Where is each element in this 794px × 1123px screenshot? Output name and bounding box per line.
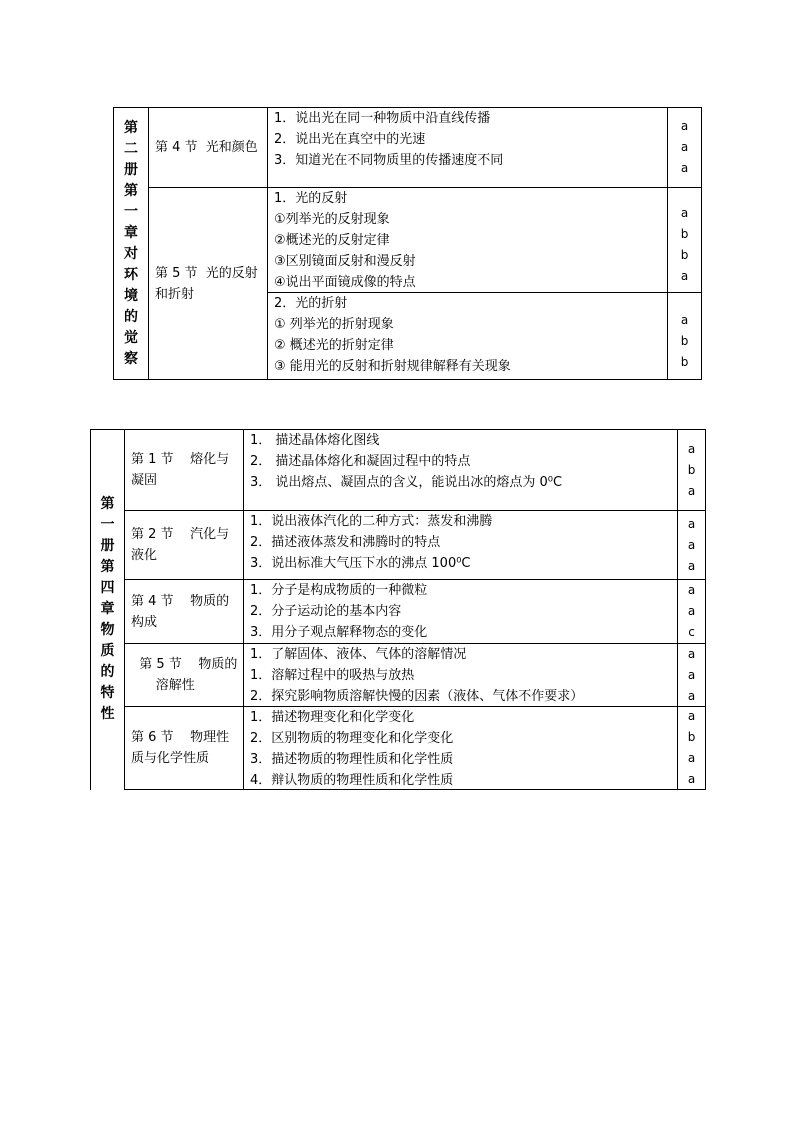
objective-item: 1．溶解过程中的吸热与放热 <box>250 668 415 683</box>
objectives-cell <box>268 293 667 379</box>
section-title-text: 第 1 节 熔化与凝固 <box>131 452 230 488</box>
objective-item: 1．说出光在同一种物质中沿直线传播 <box>274 111 491 126</box>
objectives-cell <box>244 430 677 510</box>
objectives-cell <box>244 707 677 789</box>
level-mark: a <box>687 558 696 573</box>
section-title-text: 第 2 节 汽化与液化 <box>131 527 230 563</box>
table-border <box>113 379 702 380</box>
level-mark: a <box>687 709 696 723</box>
objective-item: 1．说出液体汽化的二种方式：蒸发和沸腾 <box>250 514 493 529</box>
level-mark: a <box>680 161 689 175</box>
objective-item: 2． 描述晶体熔化和凝固过程中的特点 <box>250 454 471 469</box>
level-mark: a <box>687 667 696 682</box>
chapter-char: 第 <box>100 559 115 575</box>
objective-item: ②概述光的反射定律 <box>274 233 390 248</box>
section-title <box>149 188 267 379</box>
objective-item: 1． 描述晶体熔化图线 <box>250 433 380 448</box>
objective-item: ③区别镜面反射和漫反射 <box>274 254 416 269</box>
objective-item: 1．光的反射 <box>274 191 348 206</box>
levels-cell <box>678 430 705 510</box>
objective-item: 3．描述物质的物理性质和化学性质 <box>250 752 454 767</box>
section-title <box>125 707 243 789</box>
levels-cell <box>668 108 701 187</box>
chapter-char: 特 <box>100 685 115 701</box>
level-mark: c <box>688 625 695 639</box>
level-mark: b <box>680 333 689 348</box>
objective-item: ② 概述光的折射定律 <box>274 338 394 353</box>
chapter-char: 册 <box>100 538 115 554</box>
level-mark: a <box>687 537 696 552</box>
levels-cell <box>668 198 701 292</box>
level-mark: b <box>680 248 689 262</box>
section-title <box>125 430 243 510</box>
objective-item: 2．探究影响物质溶解快慢的因素（液体、气体不作要求） <box>250 689 584 704</box>
objective-item: 1．了解固体、液体、气体的溶解情况 <box>250 647 467 662</box>
levels-cell <box>678 511 705 579</box>
chapter-char: 性 <box>100 706 115 722</box>
section-title <box>125 644 243 706</box>
chapter-char: 境 <box>124 287 138 304</box>
chapter-char: 四 <box>100 580 115 596</box>
objective-item: 2．区别物质的物理变化和化学变化 <box>250 731 454 746</box>
objective-item: 3．知道光在不同物质里的传播速度不同 <box>274 153 504 168</box>
chapter-char: 对 <box>124 245 138 262</box>
chapter-char: 觉 <box>124 329 138 346</box>
level-mark: a <box>680 269 689 283</box>
chapter-char: 环 <box>124 266 138 283</box>
objective-item: 2．描述液体蒸发和沸腾时的特点 <box>250 535 441 550</box>
level-mark: b <box>680 227 689 241</box>
section-title <box>149 108 267 187</box>
table-border <box>705 429 706 790</box>
objective-item: ①列举光的反射现象 <box>274 212 390 227</box>
objective-item: 2．说出光在真空中的光速 <box>274 132 426 147</box>
objective-item: 2．分子运动论的基本内容 <box>250 604 402 619</box>
table-border <box>701 107 702 380</box>
level-mark: a <box>680 312 689 327</box>
objectives-cell <box>244 580 677 643</box>
chapter-char: 一 <box>124 203 138 220</box>
chapter-char: 第 <box>124 182 138 199</box>
levels-cell <box>678 644 705 706</box>
level-mark: a <box>680 140 689 154</box>
chapter-char: 察 <box>124 350 138 367</box>
objective-item: 2．光的折射 <box>274 296 348 311</box>
objective-item: ④说出平面镜成像的特点 <box>274 275 416 290</box>
chapter-char: 的 <box>100 664 115 680</box>
section-title <box>125 580 243 643</box>
objective-item: ③ 能用光的反射和折射规律解释有关现象 <box>274 359 511 374</box>
level-mark: a <box>687 751 696 765</box>
objective-item: 3． 说出熔点、凝固点的含义，能说出冰的熔点为 0⁰C <box>250 475 563 490</box>
objective-item: 3．说出标准大气压下水的沸点 100⁰C <box>250 556 471 571</box>
levels-cell <box>678 707 705 789</box>
chapter-char: 的 <box>124 308 138 325</box>
chapter-char: 物 <box>100 622 115 638</box>
chapter-char: 章 <box>100 601 115 617</box>
chapter-title <box>91 430 124 789</box>
objectives-cell <box>268 108 667 187</box>
level-mark: a <box>687 646 696 661</box>
section-title-text: 第 4 节 光和颜色 <box>155 140 258 155</box>
level-mark: a <box>687 772 696 786</box>
objectives-cell <box>244 644 677 706</box>
level-mark: a <box>687 441 696 456</box>
chapter-char: 第 <box>124 119 138 136</box>
level-mark: b <box>680 354 689 369</box>
section-title-text: 第 6 节 物理性质与化学性质 <box>131 730 230 766</box>
levels-cell <box>668 303 701 379</box>
chapter-char: 质 <box>100 643 115 659</box>
level-mark: a <box>680 206 689 220</box>
objective-item: ① 列举光的折射现象 <box>274 317 394 332</box>
level-mark: a <box>687 688 696 703</box>
section-title-text: 第 5 节 物质的 溶解性 <box>139 657 238 693</box>
section-title-text: 第 5 节 光的反射和折射 <box>155 265 258 302</box>
objectives-cell <box>244 511 677 579</box>
chapter-char: 第 <box>100 496 115 512</box>
section-title <box>125 511 243 579</box>
section-title-text: 第 4 节 物质的构成 <box>131 593 230 630</box>
chapter-char: 二 <box>124 140 138 157</box>
chapter-char: 册 <box>124 161 138 178</box>
objective-item: 1．分子是构成物质的一种微粒 <box>250 583 428 598</box>
level-mark: a <box>680 119 689 133</box>
chapter-char: 一 <box>100 517 115 533</box>
chapter-char: 章 <box>124 224 138 241</box>
level-mark: a <box>687 604 696 618</box>
objective-item: 4．辩认物质的物理性质和化学性质 <box>250 773 454 788</box>
level-mark: a <box>687 483 696 498</box>
table-border <box>124 789 706 790</box>
levels-cell <box>678 580 705 643</box>
level-mark: a <box>687 583 696 597</box>
level-mark: b <box>687 730 696 744</box>
objective-item: 3．用分子观点解释物态的变化 <box>250 625 428 640</box>
level-mark: a <box>687 516 696 531</box>
chapter-title <box>114 108 148 379</box>
objective-item: 1．描述物理变化和化学变化 <box>250 710 415 725</box>
level-mark: b <box>687 462 696 477</box>
objectives-cell <box>268 188 667 292</box>
